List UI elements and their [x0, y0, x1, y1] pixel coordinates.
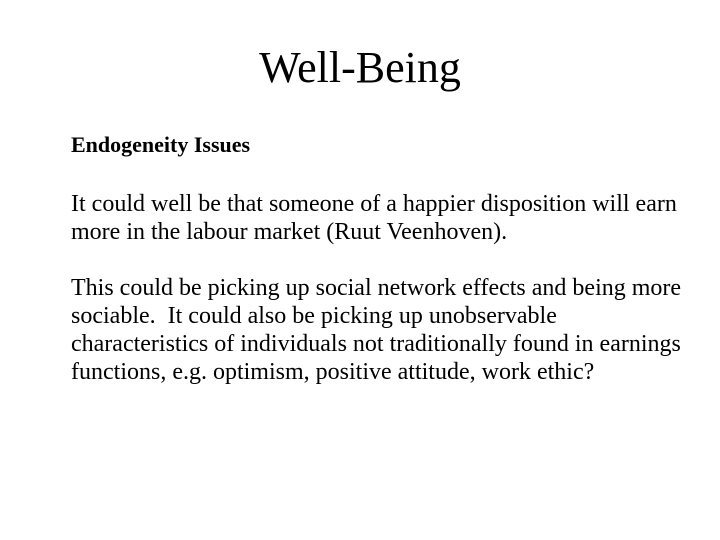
slide-title: Well-Being	[259, 43, 461, 92]
body-paragraph-2: This could be picking up social network effects and being more sociable. It could also be picking up unobservable characteristics of individuals not traditionally found in earnings functions, e.g. optimism, positive attitude, work ethic?	[71, 275, 688, 385]
body-paragraph-1: It could well be that someone of a happier disposition will earn more in the labour market (Ruut Veenhoven).	[71, 191, 677, 245]
slide-body	[71, 130, 691, 386]
section-subheading: Endogeneity Issues	[71, 132, 251, 157]
